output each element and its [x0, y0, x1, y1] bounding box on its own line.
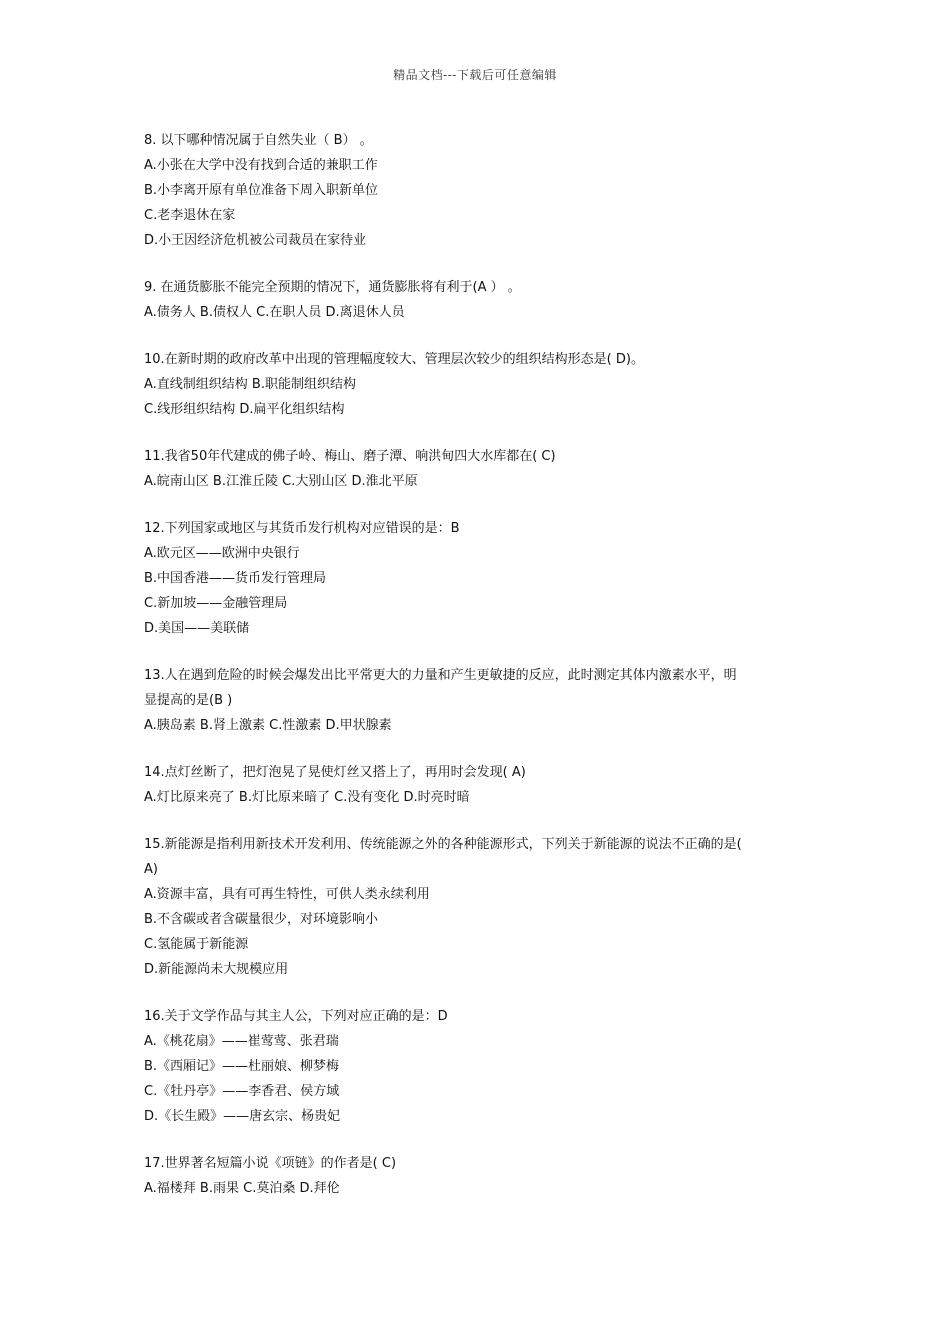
question-line: A.皖南山区 B.江淮丘陵 C.大别山区 D.淮北平原	[144, 474, 418, 489]
question-line: A.小张在大学中没有找到合适的兼职工作	[144, 158, 378, 173]
question-text: 10.在新时期的政府改革中出现的管理幅度较大、管理层次较少的组织结构形态是( D)。	[144, 352, 644, 367]
question-line: C.线形组织结构 D.扁平化组织结构	[144, 402, 345, 417]
question-block	[144, 1004, 814, 1129]
question-line: B.中国香港——货币发行管理局	[144, 571, 327, 586]
question-line: B.小李离开原有单位准备下周入职新单位	[144, 183, 379, 198]
question-line: C.老李退休在家	[144, 208, 236, 223]
question-block	[144, 275, 814, 325]
question-list	[144, 128, 814, 1223]
question-line: C.新加坡——金融管理局	[144, 596, 288, 611]
question-block	[144, 832, 814, 982]
question-line: A.债务人 B.债权人 C.在职人员 D.离退休人员	[144, 305, 405, 320]
question-block	[144, 663, 814, 738]
question-line: A.资源丰富，具有可再生特性，可供人类永续利用	[144, 887, 430, 902]
question-line: A.胰岛素 B.肾上激素 C.性激素 D.甲状腺素	[144, 718, 392, 733]
question-line: D.小王因经济危机被公司裁员在家待业	[144, 233, 367, 248]
question-block	[144, 516, 814, 641]
question-line: B.《西厢记》——杜丽娘、柳梦梅	[144, 1059, 340, 1074]
question-text: 8. 以下哪种情况属于自然失业（ B） 。	[144, 133, 373, 148]
question-line: A.福楼拜 B.雨果 C.莫泊桑 D.拜伦	[144, 1181, 340, 1196]
question-text: 13.人在遇到危险的时候会爆发出比平常更大的力量和产生更敏捷的反应，此时测定其体内激素水平，明	[144, 668, 737, 683]
question-line: D.美国——美联储	[144, 621, 250, 636]
question-text: 16.关于文学作品与其主人公，下列对应正确的是：D	[144, 1009, 448, 1024]
question-line: D.新能源尚未大规模应用	[144, 962, 289, 977]
question-text: 9. 在通货膨胀不能完全预期的情况下，通货膨胀将有利于(A ） 。	[144, 280, 521, 295]
question-text: 17.世界著名短篇小说《项链》的作者是( C)	[144, 1156, 397, 1171]
question-line: D.《长生殿》——唐玄宗、杨贵妃	[144, 1109, 341, 1124]
page-header: 精品文档---下载后可任意编辑	[393, 68, 557, 82]
question-block	[144, 1151, 814, 1201]
question-text: 12.下列国家或地区与其货币发行机构对应错误的是：B	[144, 521, 460, 536]
question-line: A.《桃花扇》——崔莺莺、张君瑞	[144, 1034, 339, 1049]
question-line: A.灯比原来亮了 B.灯比原来暗了 C.没有变化 D.时亮时暗	[144, 790, 470, 805]
question-line: 显提高的是(B )	[144, 693, 233, 708]
question-text: 11.我省50年代建成的佛子岭、梅山、磨子潭、响洪甸四大水库都在( C)	[144, 449, 556, 464]
question-line: C.氢能属于新能源	[144, 937, 249, 952]
question-line: A)	[144, 862, 158, 877]
question-block	[144, 444, 814, 494]
question-line: A.直线制组织结构 B.职能制组织结构	[144, 377, 356, 392]
question-block	[144, 347, 814, 422]
question-block	[144, 760, 814, 810]
question-block	[144, 128, 814, 253]
question-line: B.不含碳或者含碳量很少，对环境影响小	[144, 912, 379, 927]
question-line: A.欧元区——欧洲中央银行	[144, 546, 300, 561]
question-text: 14.点灯丝断了，把灯泡晃了晃使灯丝又搭上了，再用时会发现( A)	[144, 765, 526, 780]
question-line: C.《牡丹亭》——李香君、侯方域	[144, 1084, 340, 1099]
question-text: 15.新能源是指利用新技术开发利用、传统能源之外的各种能源形式，下列关于新能源的说法不正确的是(	[144, 837, 742, 852]
